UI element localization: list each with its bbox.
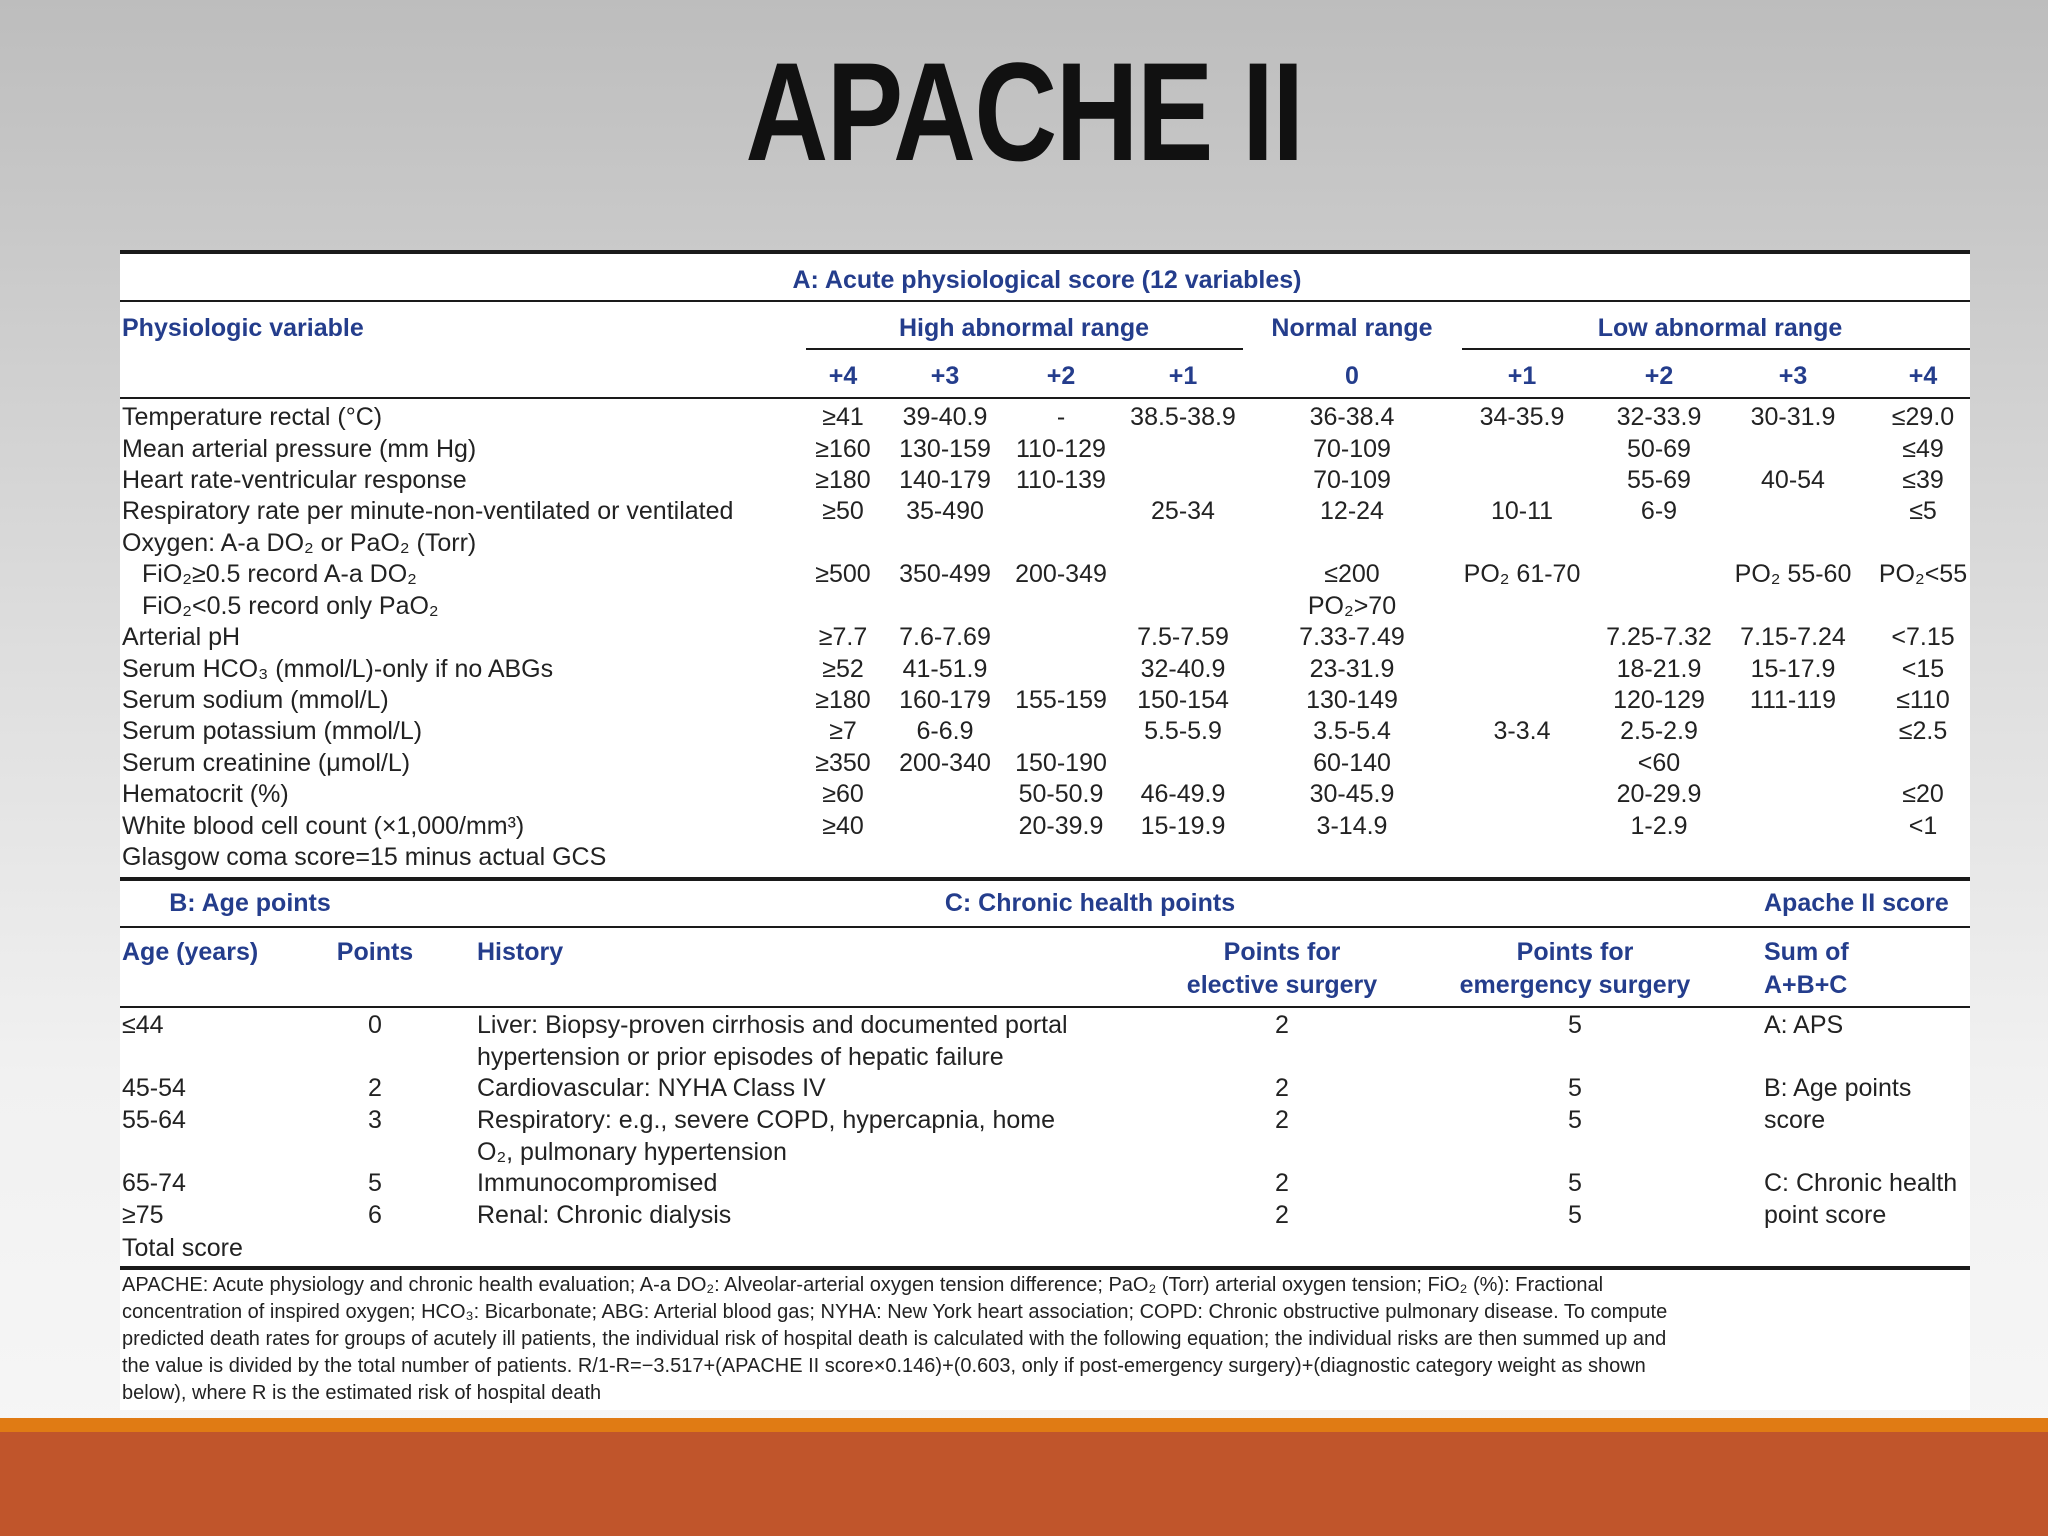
variable-name: Heart rate-ventricular response — [122, 466, 467, 494]
chronic-history: Cardiovascular: NYHA Class IV — [477, 1074, 826, 1102]
score-range-cell: 200-340 — [899, 749, 991, 777]
score-range-cell: ≥350 — [815, 749, 871, 777]
score-range-cell: 38.5-38.9 — [1130, 403, 1236, 431]
score-range-cell: <1 — [1908, 812, 1938, 840]
variable-name: Serum HCO₃ (mmol/L)-only if no ABGs — [122, 655, 554, 683]
score-range-cell: 55-69 — [1627, 466, 1691, 494]
points-column-header: +2 — [1046, 362, 1076, 390]
points-column-header: +1 — [1507, 362, 1537, 390]
score-range-cell: 110-139 — [1016, 466, 1106, 494]
variable-name: Temperature rectal (°C) — [122, 403, 383, 431]
col-elective-line2: elective surgery — [1186, 971, 1378, 999]
col-age: Age (years) — [122, 938, 259, 966]
score-range-cell: 36-38.4 — [1309, 403, 1395, 431]
score-range-cell: 34-35.9 — [1479, 403, 1565, 431]
score-range-cell: 350-499 — [899, 560, 991, 588]
score-range-cell: 30-45.9 — [1309, 780, 1395, 808]
variable-name: FiO₂<0.5 record only PaO₂ — [142, 592, 439, 620]
age-range: ≥75 — [122, 1201, 164, 1229]
score-range-cell: 50-69 — [1627, 435, 1691, 463]
emergency-surgery-points: 5 — [1568, 1074, 1582, 1102]
points-column-header: +1 — [1168, 362, 1198, 390]
score-range-cell: 7.33-7.49 — [1299, 623, 1405, 651]
score-range-cell: ≥7 — [829, 717, 857, 745]
points-column-header: +3 — [930, 362, 960, 390]
score-range-cell: ≤20 — [1902, 780, 1944, 808]
score-range-cell: ≥60 — [822, 780, 864, 808]
score-range-cell: ≤110 — [1896, 686, 1950, 714]
col-elective-line1: Points for — [1223, 938, 1341, 966]
footnote-line: below), where R is the estimated risk of hospital death — [122, 1382, 602, 1404]
emergency-surgery-points: 5 — [1568, 1011, 1582, 1039]
slide-title: APACHE II — [745, 33, 1303, 190]
emergency-surgery-points: 5 — [1568, 1106, 1582, 1134]
emergency-surgery-points: 5 — [1568, 1169, 1582, 1197]
chronic-history-line2: hypertension or prior episodes of hepatic failure — [477, 1043, 1004, 1071]
score-range-cell: 60-140 — [1313, 749, 1391, 777]
score-component-line2: point score — [1764, 1201, 1887, 1229]
bottom-rule — [120, 1266, 1970, 1270]
apache-table-panel — [120, 250, 1970, 1410]
points-column-header: +2 — [1644, 362, 1674, 390]
points-column-header: +3 — [1778, 362, 1808, 390]
score-range-cell: ≤39 — [1902, 466, 1944, 494]
score-component: A: APS — [1764, 1011, 1844, 1039]
chronic-history-line1: Liver: Biopsy-proven cirrhosis and documented portal — [477, 1011, 1068, 1039]
score-range-cell: 50-50.9 — [1018, 780, 1104, 808]
score-range-cell: 39-40.9 — [902, 403, 988, 431]
variable-name: FiO₂≥0.5 record A-a DO₂ — [142, 560, 417, 588]
score-range-cell: 70-109 — [1313, 466, 1391, 494]
low-abnormal-range-header: Low abnormal range — [1597, 314, 1843, 342]
score-range-cell: 41-51.9 — [902, 655, 988, 683]
score-range-cell: 6-6.9 — [916, 717, 974, 745]
score-range-cell: PO₂ 55-60 — [1734, 560, 1852, 588]
score-range-cell: 3-14.9 — [1316, 812, 1388, 840]
col-sum-line2: A+B+C — [1764, 971, 1848, 999]
rust-footer-band — [0, 1432, 2048, 1536]
age-points: 2 — [368, 1074, 382, 1102]
age-points: 5 — [368, 1169, 382, 1197]
score-range-cell: 32-33.9 — [1616, 403, 1702, 431]
score-component-line2: score — [1764, 1106, 1826, 1134]
score-range-cell: ≥7.7 — [818, 623, 868, 651]
score-range-cell: 110-129 — [1016, 435, 1106, 463]
variable-name: Glasgow coma score=15 minus actual GCS — [122, 843, 607, 871]
score-range-cell: 7.15-7.24 — [1740, 623, 1846, 651]
score-range-cell: ≥41 — [822, 403, 864, 431]
elective-surgery-points: 2 — [1275, 1106, 1289, 1134]
section-a-title-rule — [120, 300, 1970, 302]
score-range-cell: 7.5-7.59 — [1137, 623, 1229, 651]
apache-score-title: Apache II score — [1764, 889, 1949, 917]
score-range-cell: 20-29.9 — [1616, 780, 1702, 808]
score-range-cell: <15 — [1901, 655, 1945, 683]
score-range-cell: ≥180 — [815, 466, 871, 494]
score-range-cell: 23-31.9 — [1309, 655, 1395, 683]
points-column-header: 0 — [1345, 362, 1359, 390]
score-range-cell: 160-179 — [899, 686, 991, 714]
age-range: 45-54 — [122, 1074, 186, 1102]
variable-name: White blood cell count (×1,000/mm³) — [122, 812, 525, 840]
score-range-cell: 5.5-5.9 — [1144, 717, 1222, 745]
score-component-line1: B: Age points — [1764, 1074, 1912, 1102]
col-emergency-line1: Points for — [1516, 938, 1634, 966]
score-range-cell: 20-39.9 — [1018, 812, 1104, 840]
score-range-cell: 1-2.9 — [1630, 812, 1688, 840]
score-range-cell: 25-34 — [1151, 497, 1215, 525]
footnote-line: concentration of inspired oxygen; HCO₃: Bicarbonate; ABG: Arterial blood gas; NYHA: New York heart association; COPD: Chronic obstructive pulmonary disease. To compute — [122, 1301, 1668, 1323]
variable-name: Serum sodium (mmol/L) — [122, 686, 389, 714]
section-b-title: B: Age points — [169, 889, 331, 917]
total-score-label: Total score — [122, 1234, 243, 1262]
score-range-cell: <60 — [1637, 749, 1681, 777]
score-range-cell: <7.15 — [1891, 623, 1955, 651]
col-history: History — [477, 938, 564, 966]
score-range-cell: 120-129 — [1613, 686, 1705, 714]
score-range-cell: ≤200 — [1324, 560, 1380, 588]
footnote-line: predicted death rates for groups of acutely ill patients, the individual risk of hospital death is calculated with the following equation; the individual risks are then summed up and — [122, 1328, 1667, 1350]
score-range-cell: ≤29.0 — [1891, 403, 1955, 431]
col-points: Points — [336, 938, 414, 966]
points-header-rule — [120, 397, 1970, 399]
elective-surgery-points: 2 — [1275, 1169, 1289, 1197]
score-range-cell: ≤2.5 — [1898, 717, 1948, 745]
variable-name: Arterial pH — [122, 623, 241, 651]
elective-surgery-points: 2 — [1275, 1011, 1289, 1039]
chronic-history-line1: Respiratory: e.g., severe COPD, hypercapnia, home — [477, 1106, 1056, 1134]
variable-name: Mean arterial pressure (mm Hg) — [122, 435, 477, 463]
score-range-cell: 7.6-7.69 — [899, 623, 991, 651]
score-range-cell: 111-119 — [1749, 686, 1837, 714]
col-sum-line1: Sum of — [1764, 938, 1849, 966]
score-range-cell: 140-179 — [899, 466, 991, 494]
chronic-history-line2: O₂, pulmonary hypertension — [477, 1138, 787, 1166]
orange-accent-band — [0, 1418, 2048, 1432]
section-a-title: A: Acute physiological score (12 variables) — [792, 266, 1302, 294]
score-range-cell: 46-49.9 — [1140, 780, 1226, 808]
score-range-cell: 70-109 — [1313, 435, 1391, 463]
score-range-cell: ≥50 — [822, 497, 864, 525]
high-range-rule — [806, 348, 1243, 350]
age-points: 6 — [368, 1201, 382, 1229]
elective-surgery-points: 2 — [1275, 1074, 1289, 1102]
section-bc-title-rule — [120, 926, 1970, 928]
score-range-cell: 32-40.9 — [1140, 655, 1226, 683]
score-range-cell: 3.5-5.4 — [1313, 717, 1391, 745]
age-range: 65-74 — [122, 1169, 186, 1197]
variable-name: Respiratory rate per minute-non-ventilated or ventilated — [122, 497, 734, 525]
top-rule — [120, 250, 1970, 254]
score-range-cell: PO₂<55 — [1878, 560, 1968, 588]
variable-name: Oxygen: A-a DO₂ or PaO₂ (Torr) — [122, 529, 477, 557]
score-range-cell: 155-159 — [1015, 686, 1107, 714]
score-range-cell: 7.25-7.32 — [1606, 623, 1712, 651]
score-range-cell: PO₂>70 — [1307, 592, 1397, 620]
score-range-cell: 6-9 — [1640, 497, 1678, 525]
score-range-cell: 35-490 — [906, 497, 984, 525]
score-range-cell: 150-190 — [1015, 749, 1107, 777]
section-bc-rule — [120, 877, 1970, 881]
section-bc-header-rule — [120, 1006, 1970, 1008]
normal-range-header: Normal range — [1271, 314, 1433, 342]
elective-surgery-points: 2 — [1275, 1201, 1289, 1229]
score-range-cell: 18-21.9 — [1616, 655, 1702, 683]
age-range: 55-64 — [122, 1106, 186, 1134]
score-range-cell: 10-11 — [1490, 497, 1554, 525]
low-range-rule — [1462, 348, 1970, 350]
score-range-cell: ≥500 — [815, 560, 871, 588]
score-range-cell: - — [1056, 403, 1066, 431]
variable-name: Serum potassium (mmol/L) — [122, 717, 423, 745]
table-footnote — [122, 1272, 1962, 1407]
score-range-cell: 15-19.9 — [1140, 812, 1226, 840]
score-range-cell: 130-159 — [899, 435, 991, 463]
col-physiologic-variable: Physiologic variable — [122, 314, 364, 342]
age-range: ≤44 — [122, 1011, 164, 1039]
section-c-title: C: Chronic health points — [944, 889, 1236, 917]
score-range-cell: PO₂ 61-70 — [1463, 560, 1581, 588]
age-points: 3 — [368, 1106, 382, 1134]
points-column-header: +4 — [1908, 362, 1938, 390]
score-range-cell: ≥160 — [815, 435, 871, 463]
emergency-surgery-points: 5 — [1568, 1201, 1582, 1229]
chronic-history: Immunocompromised — [477, 1169, 718, 1197]
score-range-cell: ≥52 — [822, 655, 864, 683]
chronic-history: Renal: Chronic dialysis — [477, 1201, 732, 1229]
age-points: 0 — [368, 1011, 382, 1039]
score-range-cell: ≥180 — [815, 686, 871, 714]
score-range-cell: 15-17.9 — [1750, 655, 1836, 683]
score-range-cell: 3-3.4 — [1493, 717, 1551, 745]
score-range-cell: 200-349 — [1015, 560, 1107, 588]
score-range-cell: 30-31.9 — [1750, 403, 1836, 431]
score-range-cell: ≥40 — [822, 812, 864, 840]
score-range-cell: 130-149 — [1306, 686, 1398, 714]
high-abnormal-range-header: High abnormal range — [898, 314, 1150, 342]
score-range-cell: 2.5-2.9 — [1620, 717, 1698, 745]
score-range-cell: ≤49 — [1902, 435, 1944, 463]
points-column-header: +4 — [828, 362, 858, 390]
footnote-line: the value is divided by the total number of patients. R/1-R=−3.517+(APACHE II score×0.146)+(0.603, only if post-emergency surgery)+(diagnostic category weight as shown — [122, 1355, 1646, 1377]
footnote-line: APACHE: Acute physiology and chronic health evaluation; A-a DO₂: Alveolar-arterial oxygen tension difference; PaO₂ (Torr) arterial oxygen tension; FiO₂ (%): Fractional — [122, 1274, 1604, 1296]
score-component-line1: C: Chronic health — [1764, 1169, 1958, 1197]
score-range-cell: 150-154 — [1137, 686, 1229, 714]
score-range-cell: 40-54 — [1761, 466, 1825, 494]
variable-name: Hematocrit (%) — [122, 780, 289, 808]
col-emergency-line2: emergency surgery — [1459, 971, 1691, 999]
score-range-cell: 12-24 — [1320, 497, 1384, 525]
score-range-cell: ≤5 — [1909, 497, 1937, 525]
variable-name: Serum creatinine (μmol/L) — [122, 749, 411, 777]
